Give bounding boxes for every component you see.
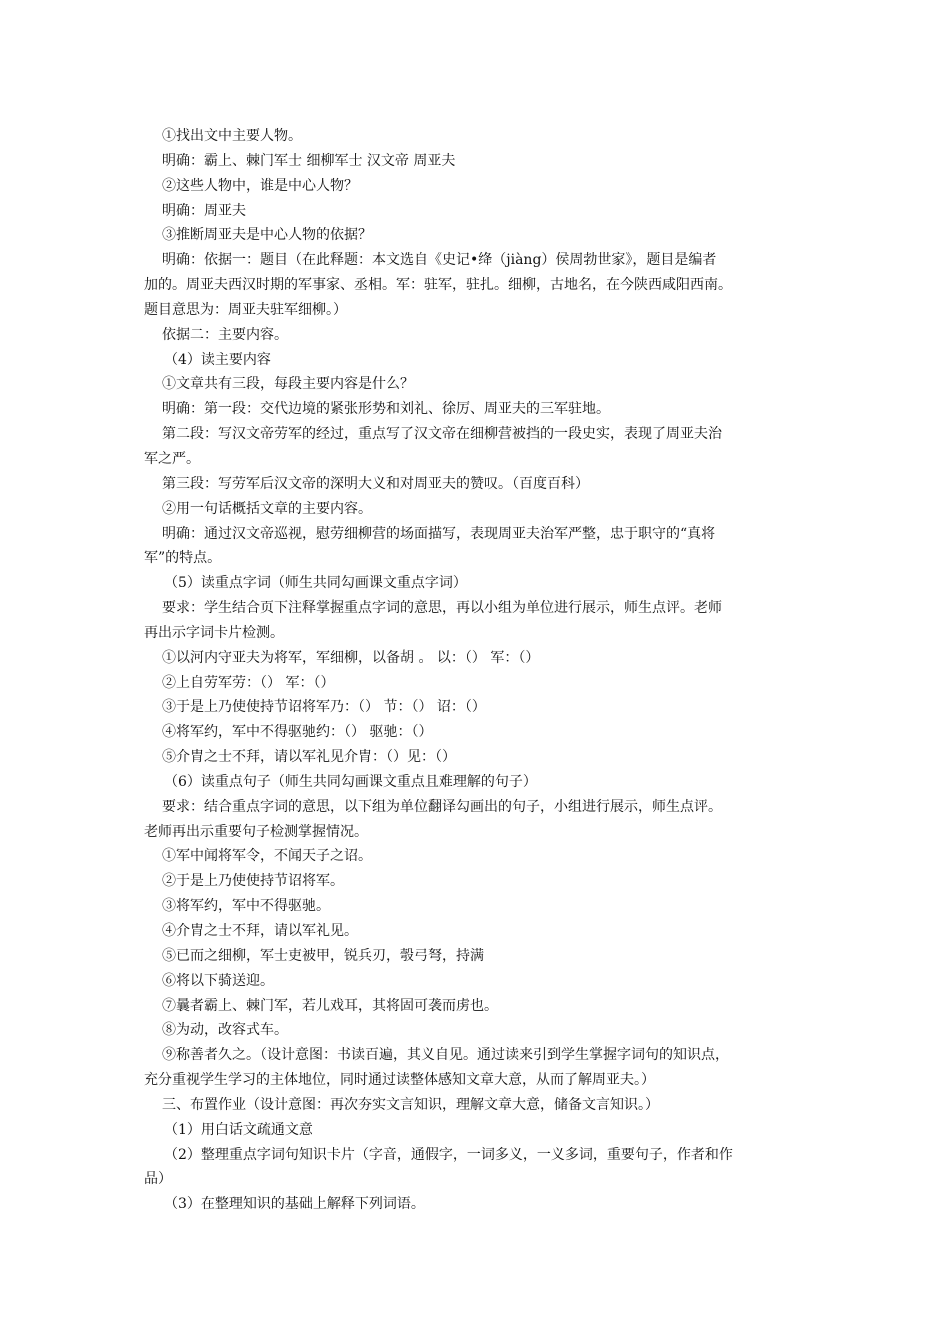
text-line: （3）在整理知识的基础上解释下列词语。: [164, 1196, 425, 1213]
text-line: （1）用白话文疏通文意: [164, 1121, 313, 1138]
text-line: ⑤已而之细柳，军士吏被甲，锐兵刃，彀弓弩，持满: [162, 947, 484, 964]
text-line: 题目意思为：周亚夫驻军细柳。）: [144, 301, 347, 318]
text-line: （2）整理重点字词句知识卡片（字音，通假字，一词多义，一义多词，重要句子，作者和作: [164, 1146, 733, 1163]
text-line: ⑨称善者久之。（设计意图：书读百遍，其义自见。通过读来引到学生掌握字词句的知识点，: [162, 1047, 729, 1064]
text-line: ⑥将以下骑送迎。: [162, 972, 274, 989]
text-line: ⑤介胄之士不拜，请以军礼见介胄：（）见：（）: [162, 749, 456, 766]
text-line: ③推断周亚夫是中心人物的依据？: [162, 227, 372, 244]
text-line: 要求：结合重点字词的意思，以下组为单位翻译勾画出的句子，小组进行展示，师生点评。: [162, 798, 722, 815]
text-line: ③于是上乃使使持节诏将军乃：（） 节：（） 诏：（）: [162, 699, 486, 716]
text-line: ①以河内守亚夫为将军，军细柳，以备胡 。 以：（） 军：（）: [162, 649, 540, 666]
text-line: 军之严。: [144, 450, 200, 467]
text-line: 要求：学生结合页下注释掌握重点字词的意思，再以小组为单位进行展示，师生点评。老师: [162, 600, 722, 617]
text-line: 明确：依据一：题目（在此释题：本文选自《史记•绛（jiàng）侯周勃世家》，题目是编者: [162, 252, 717, 269]
text-line: ④介胄之士不拜，请以军礼见。: [162, 923, 358, 939]
text-line: ⑦曩者霸上、棘门军，若儿戏耳，其将固可袭而虏也。: [162, 997, 498, 1014]
text-line: 依据二：主要内容。: [162, 326, 288, 343]
text-line: ②于是上乃使使持节诏将军。: [162, 873, 344, 890]
text-line: 老师再出示重要句子检测掌握情况。: [144, 823, 368, 840]
text-line: 第三段：写劳军后汉文帝的深明大义和对周亚夫的赞叹。（百度百科）: [162, 475, 589, 492]
text-line: 明确：霸上、棘门军士 细柳军士 汉文帝 周亚夫: [162, 152, 456, 169]
text-line: 三、布置作业（设计意图：再次夯实文言知识，理解文章大意，储备文言知识。）: [162, 1096, 659, 1113]
text-line: 再出示字词卡片检测。: [144, 624, 284, 641]
text-line: 明确：通过汉文帝巡视，慰劳细柳营的场面描写，表现周亚夫治军严整，忠于职守的“真将: [162, 525, 716, 542]
text-line: ⑧为动，改容式车。: [162, 1022, 288, 1039]
text-line: （5）读重点字词（师生共同勾画课文重点字词）: [164, 575, 467, 592]
text-line: 第二段：写汉文帝劳军的经过，重点写了汉文帝在细柳营被挡的一段史实，表现了周亚夫治: [162, 426, 722, 443]
text-line: 明确：第一段：交代边境的紧张形势和刘礼、徐厉、周亚夫的三军驻地。: [162, 401, 610, 418]
text-line: ②用一句话概括文章的主要内容。: [162, 500, 372, 517]
text-line: ②上自劳军劳：（） 军：（）: [162, 674, 335, 691]
text-line: （6）读重点句子（师生共同勾画课文重点且难理解的句子）: [164, 773, 537, 790]
text-line: 军”的特点。: [144, 550, 222, 567]
text-line: ④将军约，军中不得驱驰约：（） 驱驰：（）: [162, 724, 433, 741]
text-line: 加的。周亚夫西汉时期的军事家、丞相。军：驻军，驻扎。细柳，古地名，在今陕西咸阳西南。: [144, 277, 732, 294]
text-line: （4）读主要内容: [164, 351, 271, 368]
text-line: ②这些人物中，谁是中心人物？: [162, 177, 358, 194]
text-line: ①文章共有三段，每段主要内容是什么？: [162, 376, 414, 393]
text-line: 品）: [144, 1171, 172, 1188]
text-line: ①找出文中主要人物。: [162, 128, 302, 144]
text-line: 明确：周亚夫: [162, 202, 246, 219]
document-page: [144, 124, 812, 1217]
text-line: ③将军约，军中不得驱驰。: [162, 898, 330, 915]
text-line: 充分重视学生学习的主体地位，同时通过读整体感知文章大意，从而了解周亚夫。）: [144, 1072, 655, 1089]
text-line: ①军中闻将军令，不闻天子之诏。: [162, 848, 372, 865]
